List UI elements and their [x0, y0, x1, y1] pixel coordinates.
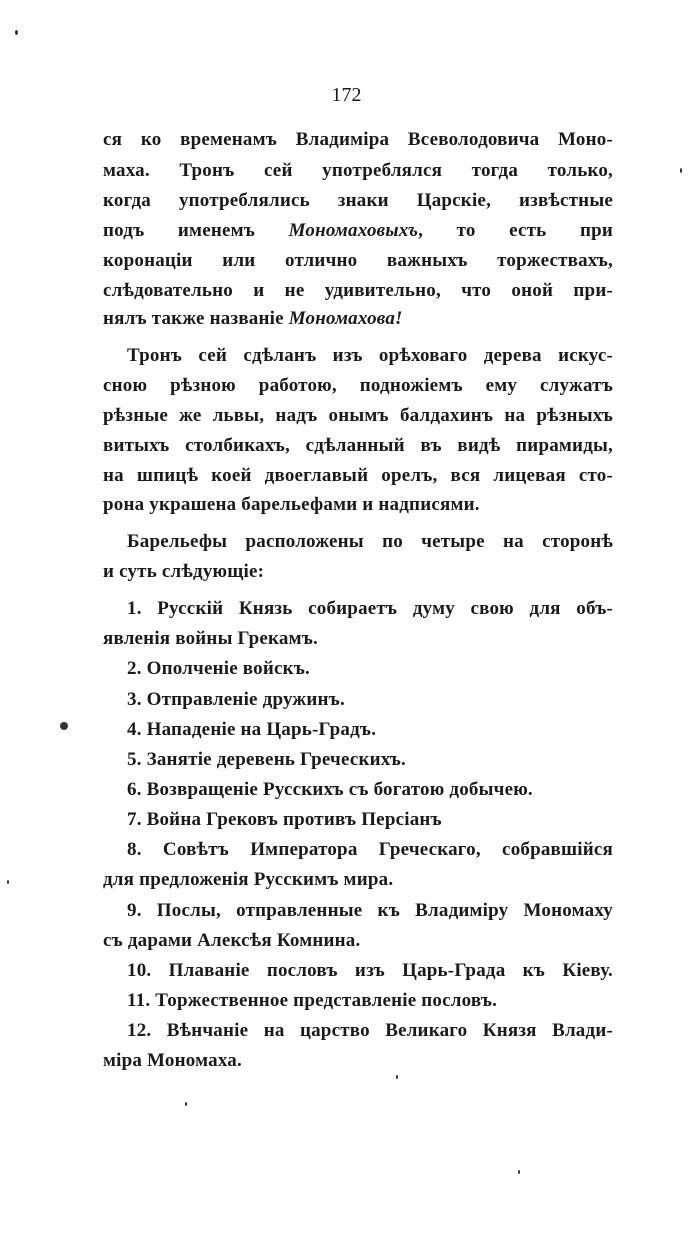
scan-speck [15, 30, 18, 35]
text-fragment: , то есть при [418, 220, 614, 241]
scan-speck [396, 1075, 398, 1079]
list-item: 12. Вѣнчаніе на царство Великаго Князя Влади- [127, 1020, 613, 1041]
text-line: сною рѣзною работою, подножіемъ ему служатъ [103, 375, 613, 396]
text-line: слѣдовательно и не удивительно, что оной при- [103, 280, 613, 301]
text-line: и суть слѣдующіе: [103, 561, 265, 582]
list-item-continuation: съ дарами Алексѣя Комнина. [103, 930, 361, 951]
text-line: Барельефы расположены по четыре на сторонѣ [127, 531, 613, 552]
text-line: коронаціи или отлично важныхъ торжествахъ, [103, 250, 613, 271]
scan-speck [185, 1102, 187, 1106]
text-line: на шпицѣ коей двоеглавый орелъ, вся лицевая сто- [103, 465, 613, 486]
list-item: 4. Нападеніе на Царь-Градъ. [127, 719, 377, 740]
text-line: рѣзные же львы, надъ онымъ балдахинъ на рѣзныхъ [103, 405, 613, 426]
text-line: рона украшена барельефами и надписями. [103, 494, 480, 515]
scan-speck [518, 1170, 520, 1174]
scan-speck [680, 168, 682, 173]
text-line [103, 307, 613, 331]
text-line: маха. Тронъ сей употреблялся тогда только, [103, 160, 613, 181]
italic-term: Мономаховыхъ [288, 220, 419, 241]
text-line: витыхъ столбикахъ, сдѣланный въ видѣ пирамиды, [103, 435, 613, 456]
text-line: ся ко временамъ Владиміра Всеволодовича Моно- [103, 129, 613, 150]
list-item: 11. Торжественное представленіе пословъ. [127, 990, 498, 1011]
list-item: 6. Возвращеніе Русскихъ съ богатою добычею. [127, 779, 533, 800]
scan-speck [7, 880, 9, 884]
text-line: Тронъ сей сдѣланъ изъ орѣховаго дерева искус- [127, 345, 613, 366]
text-fragment: нялъ также названіе [103, 308, 284, 329]
list-item-continuation: міра Мономаха. [103, 1050, 242, 1071]
list-item-continuation: для предложенія Русскимъ мира. [103, 869, 394, 890]
italic-term: Мономахова! [288, 308, 403, 329]
list-item: 2. Ополченіе войскъ. [127, 658, 310, 679]
text-line: когда употреблялись знаки Царскіе, извѣстные [103, 190, 613, 211]
page-number: 172 [331, 84, 362, 106]
list-item-continuation: явленія войны Грекамъ. [103, 628, 318, 649]
list-item: 3. Отправленіе дружинъ. [127, 689, 345, 710]
text-line [103, 219, 613, 243]
list-item: 10. Плаваніе пословъ изъ Царь-Града къ Кіеву. [127, 960, 613, 981]
text-fragment: подъ именемъ [103, 220, 256, 241]
list-item: 7. Война Грековъ противъ Персіанъ [127, 809, 442, 830]
list-item: 1. Русскій Князь собираетъ думу свою для объ- [127, 598, 613, 619]
list-item: 5. Занятіе деревень Греческихъ. [127, 749, 406, 770]
scan-speck [60, 722, 68, 730]
list-item: 9. Послы, отправленные къ Владиміру Мономаху [127, 900, 613, 921]
list-item: 8. Совѣтъ Императора Греческаго, собравшійся [127, 839, 613, 860]
